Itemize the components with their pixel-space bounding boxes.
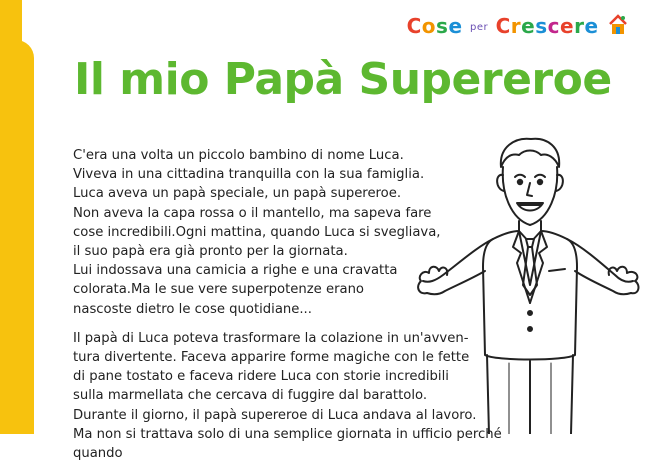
page-title: Il mio Papà Supereroe	[74, 54, 612, 105]
story-paragraph-1: C'era una volta un piccolo bambino di nome Luca. Viveva in una cittadina tranquilla con la sua famiglia. Luca aveva un papà speciale, un papà supereroe. Non aveva la capa rossa o il mantello, ma sapeva fare cose incredibili.Ogni mattina, quando Luca si svegliava, il suo papà era già pronto per la giornata. Lui indossava una camicia a righe e una cravatta colorata.Ma le sue vere superpotenze erano nascoste dietro le cose quotidiane...	[73, 148, 441, 317]
logo-word-crescere: Crescere	[495, 14, 599, 38]
logo-word-cose: Cose	[406, 14, 463, 38]
story-paragraph-2: Il papà di Luca poteva trasformare la colazione in un'avven- tura divertente. Faceva apparire forme magiche con le fette di pane tostato e faceva ridere Luca con storie incredibili sulla marmellata che cercava di fuggire dal barattolo. Durante il giorno, il papà supereroe di Luca andava al lavoro. Ma non si trattava solo di una semplice giornata in ufficio perché quando	[73, 330, 502, 462]
site-logo[interactable]	[407, 14, 628, 38]
logo-word-per: per	[470, 22, 489, 33]
house-icon	[608, 14, 628, 36]
dad-illustration	[415, 135, 640, 434]
yellow-side-band	[0, 0, 22, 434]
